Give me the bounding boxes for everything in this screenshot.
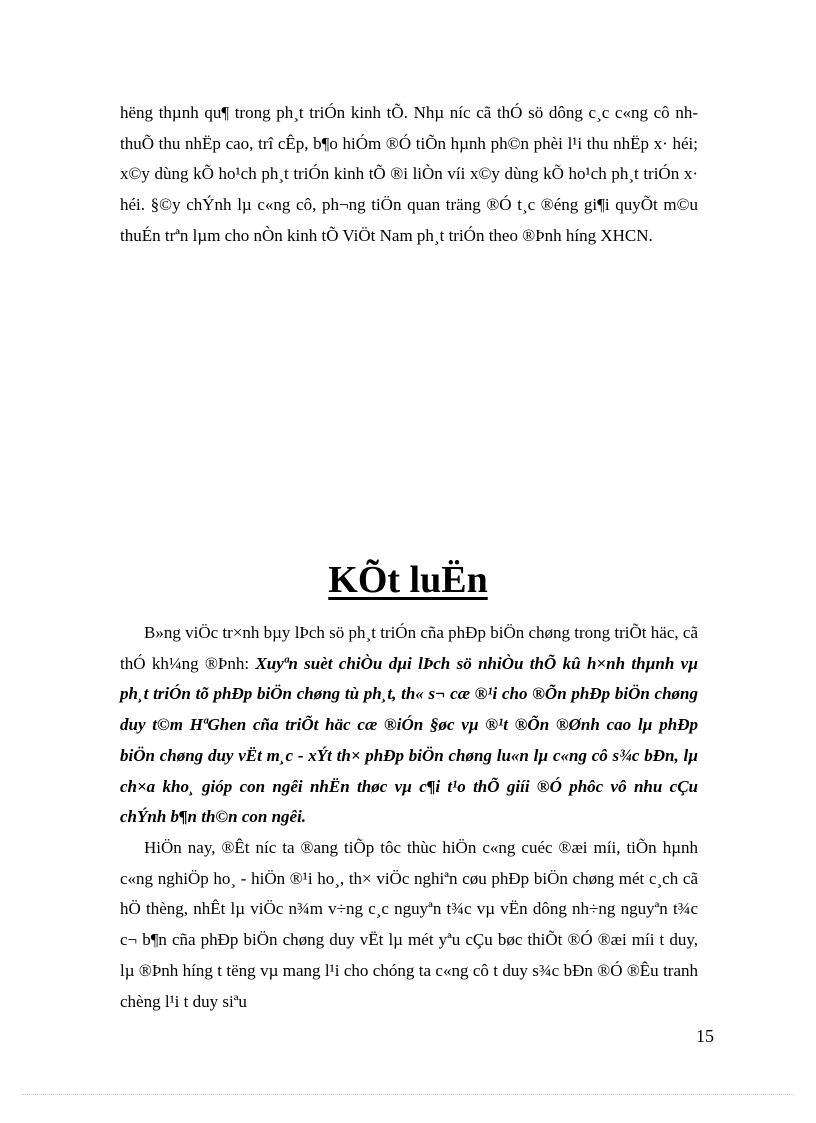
intro-paragraph: hëng thµnh qu¶ trong ph¸t triÓn kinh tÕ. Nhµ níc cã thÓ sö dông c¸c c«ng cô nh thuÕ thu nhËp cao, trî cÊp, b¶o hiÓm ®Ó tiÕn hµnh ph©n phèi l¹i thu nhËp x· héi; x©y dùng kÕ ho¹ch ph¸t triÓn kinh tÕ ®i liÒn víi x©y dùng kÕ ho¹ch ph¸t triÓn x· héi. §©y chÝnh lµ c«ng cô, ph¬ng tiÖn quan träng ®Ó t¸c ®éng gi¶i quyÕt m©u thuÉn trªn lµm cho nÒn kinh tÕ ViÖt Nam ph¸t triÓn theo ®Þnh híng XHCN. [120,103,698,245]
footer-divider [22,1094,794,1095]
conclusion-paragraph [120,618,698,833]
final-paragraph: HiÖn nay, ®Êt níc ta ®ang tiÕp tôc thùc hiÖn c«ng cuéc ®æi míi, tiÕn hµnh c«ng nghiÖp ho¸ - hiÖn ®¹i ho¸, th× viÖc nghiªn cøu phÐp biÖn chøng mét c¸ch cã hÖ thèng, nhÊt lµ viÖc n¾m v÷ng c¸c nguyªn t¾c vµ vËn dông nh÷ng nguyªn t¾c c¬ b¶n cña phÐp biÖn chøng duy vËt lµ mét yªu cÇu bøc thiÕt ®Ó ®æi míi t duy, lµ ®Þnh híng t tëng vµ mang l¹i cho chóng ta c«ng cô t duy s¾c bÐn ®Ó ®Êu tranh chèng l¹i t duy siªu [120,838,698,1011]
conclusion-emphasis: Xuyªn suèt chiÒu dµi lÞch sö nhiÒu thÕ kû h×nh thµnh vµ ph¸t triÓn tõ phÐp biÖn chøng tù ph¸t, th« s¬ cæ ®¹i cho ®Õn phÐp biÖn chøng duy t©m HªGhen cña triÕt häc cæ ®iÓn §øc vµ ®¹t ®Õn ®Ønh cao lµ phÐp biÖn chøng duy vËt m¸c - xÝt th× phÐp biÖn chøng lu«n lµ c«ng cô s¾c bÐn, lµ ch×a kho¸ gióp con ngêi nhËn thøc vµ c¶i t¹o thÕ giíi ®Ó phôc vô nhu cÇu chÝnh b¶n th©n con ngêi. [120,653,698,827]
page-number: 15 [696,1026,714,1046]
conclusion-heading [0,557,816,603]
conclusion-lead: B»ng viÖc tr×nh bµy lÞch sö ph¸t triÓn cña phÐp biÖn chøng trong triÕt häc, cã thÓ kh¼ng ®Þnh: [120,623,698,673]
conclusion-title: KÕt luËn [328,559,488,601]
